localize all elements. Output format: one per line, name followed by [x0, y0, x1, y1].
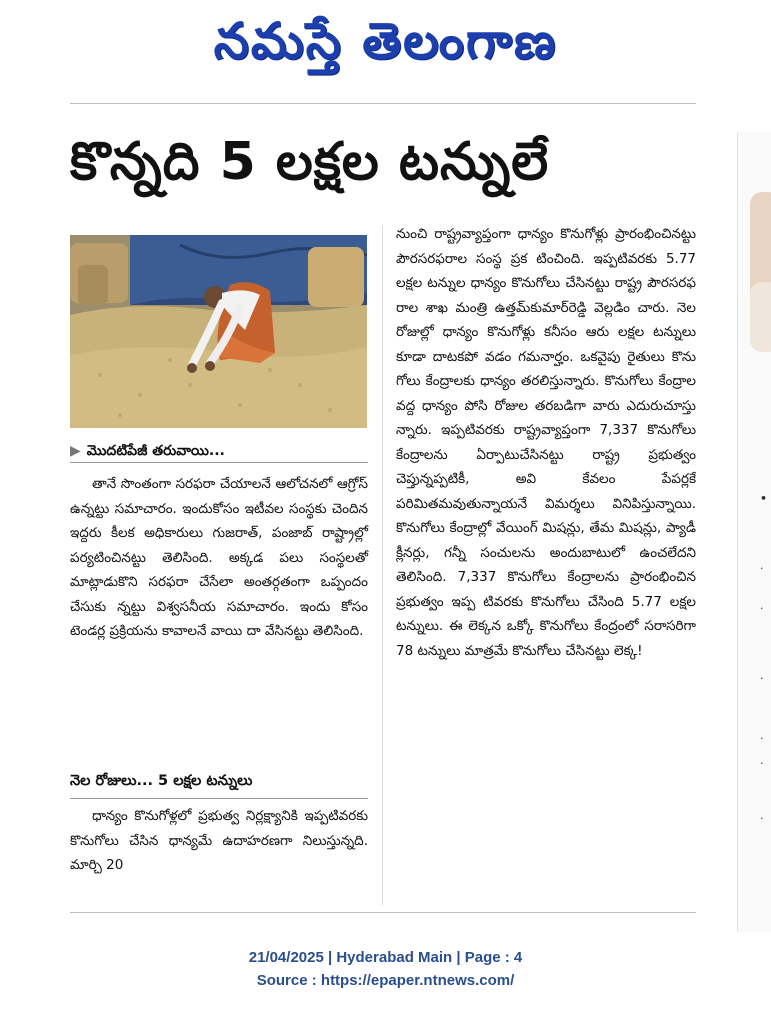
paddy-farmer-image — [70, 235, 367, 428]
text-line: నుంచి రాష్ట్రవ్యాప్తంగా ధాన్యం కొనుగోళ్లు — [396, 226, 609, 242]
text-line: కొనుగోలు కేంద్రాల వద్ద ధాన్యం పోసి — [396, 373, 696, 414]
text-line: ఇప్పటివరకు కొనుగోలు చేసిన ధాన్యమే — [70, 808, 368, 849]
adjacent-article-strip — [737, 132, 771, 932]
text-line: పలు సంస్థలతో మాట్లాడుకొని సరఫరా — [70, 549, 368, 590]
adjacent-text-fragment: · — [760, 812, 764, 825]
adjacent-text-fragment: · — [760, 562, 764, 575]
triangle-bullet-icon: ▶ — [70, 443, 81, 459]
masthead-logo: నమస్తే తెలంగాణ — [213, 12, 558, 70]
text-line: ఆలోచనలో ఆగ్రోస్ ఉన్నట్టు సమాచారం. — [70, 476, 369, 517]
text-line: రాల శాఖ మంత్రి ఉత్తమ్‌కుమార్‌రెడ్డి వెల్లడిం — [396, 299, 630, 316]
text-line: వడం గమనార్హం. ఒకవైపు రైతులు కొను — [485, 348, 696, 365]
text-line: కేంద్రంలో సరాసరిగా 78 టన్నులు మాత్రమే — [396, 618, 696, 659]
text-line: రాష్ట్రాల్లో పర్యటించినట్టు తెలిసింది. అక్కడ — [70, 525, 368, 566]
adjacent-text-fragment: · — [760, 732, 764, 745]
text-line: కనీసం ఆరు లక్షల టన్నులు కూడా దాటకపో — [396, 324, 696, 365]
right-column — [396, 222, 696, 663]
text-line: రాష్ట్ర ప్రభుత్వం చెప్తున్నప్పటికీ, అవి కేవలం — [396, 446, 696, 487]
text-line: పేపర్లకే పరిమితమవుతున్నాయనే విమర్శలు — [396, 471, 696, 512]
text-line: ఉంచలేదని తెలిసింది. 7,337 కొనుగోలు — [396, 544, 696, 585]
masthead-rule — [70, 103, 696, 104]
text-line: దా వేసినట్టు తెలిసింది. — [246, 623, 364, 639]
subheading: నెల రోజులు... 5 లక్షల టన్నులు — [70, 773, 253, 789]
adjacent-text-fragment: · — [760, 757, 764, 770]
text-line: కొనుగోలు కేంద్రాలను ఏర్పాటుచేసినట్టు — [396, 422, 696, 463]
left-column-paragraph-1 — [70, 472, 368, 644]
text-line: వేయింగ్ మిషన్లు, తేమ మిషన్లు, ప్యాడీ — [495, 520, 696, 536]
adjacent-text-fragment: · — [760, 672, 764, 685]
text-line: న్నారు. ఇప్పటివరకు రాష్ట్రవ్యాప్తంగా 7,337 — [396, 422, 639, 438]
text-line: ఉదాహరణగా నిలుస్తున్నది. మార్చి 20 — [70, 832, 368, 873]
text-line: కోసం టెండర్ల ప్రక్రియను కావాలనే వాయి — [70, 598, 369, 639]
text-line: ధాన్యం కొనుగోలు చేసినట్టు రాష్ట్ర పౌరసరఫ — [470, 275, 697, 291]
continued-rule — [70, 462, 368, 463]
adjacent-text-fragment: · — [760, 602, 764, 615]
bottom-rule — [70, 912, 696, 913]
text-line: రోజుల తరబడిగా వారు ఎదురుచూస్తు — [494, 397, 696, 414]
article-headline: కొన్నది 5 లక్షల టన్నులే — [70, 132, 550, 192]
text-line: ప్రారంభించినట్టు పౌరసరఫరాల సంస్థ ప్రక — [396, 226, 696, 267]
text-line: టించింది. ఇప్పటివరకు 5.77 లక్షల టన్నుల — [396, 250, 697, 291]
text-line: చారు. నెల రోజుల్లో ధాన్యం కొనుగోళ్లు — [396, 299, 696, 340]
text-line: కొనుగోలు చేసినట్టు లెక్క! — [512, 642, 643, 659]
text-line: గోలు కేంద్రాలకు ధాన్యం తరలిస్తున్నారు. — [396, 373, 600, 389]
text-line: టివరకు కొనుగోలు చేసింది 5.77 లక్షల — [483, 593, 696, 610]
text-line: ఇందుకోసం ఇటీవల సంస్థకు చెందిన ఇద్దరు — [70, 500, 368, 541]
text-line: తానే సొంతంగా సరఫరా చేయాలనే — [92, 476, 271, 492]
continued-label: మొదటిపేజీ తరువాయి... — [86, 443, 225, 459]
adjacent-photo-fragment — [750, 282, 771, 352]
text-line: చేసేలా అంతర్గతంగా ఒప్పందం చేసుకు — [70, 574, 368, 615]
footer-edition-info: 21/04/2025 | Hyderabad Main | Page : 4 — [248, 949, 523, 966]
column-divider — [382, 225, 383, 905]
text-line: కేంద్రాలను ప్రారంభించిన ప్రభుత్వం ఇప్ప — [396, 569, 696, 610]
left-column-paragraph-2 — [70, 804, 368, 878]
text-line: న్నట్టు విశ్వసనీయ సమాచారం. ఇందు — [117, 598, 331, 615]
text-line: ధాన్యం కొనుగోళ్లలో ప్రభుత్వ నిర్లక్ష్యానికి — [92, 808, 298, 824]
text-line: వినిపిస్తున్నాయి. కొనుగోలు కేంద్రాల్లో — [396, 495, 696, 536]
text-line: కీలక అధికారులు గుజరాత్, పంజాబ్ — [110, 525, 313, 541]
subheading-rule — [70, 798, 368, 799]
article-photo — [70, 235, 367, 428]
footer-source-link[interactable]: Source : https://epaper.ntnews.com/ — [256, 972, 515, 989]
adjacent-text-fragment: • — [760, 492, 768, 505]
text-line: టన్నులు. ఈ లెక్కన ఒక్కో కొనుగోలు — [396, 618, 589, 634]
text-line: క్లీనర్లు, గన్నీ సంచులను అందుబాటులో — [396, 544, 626, 561]
